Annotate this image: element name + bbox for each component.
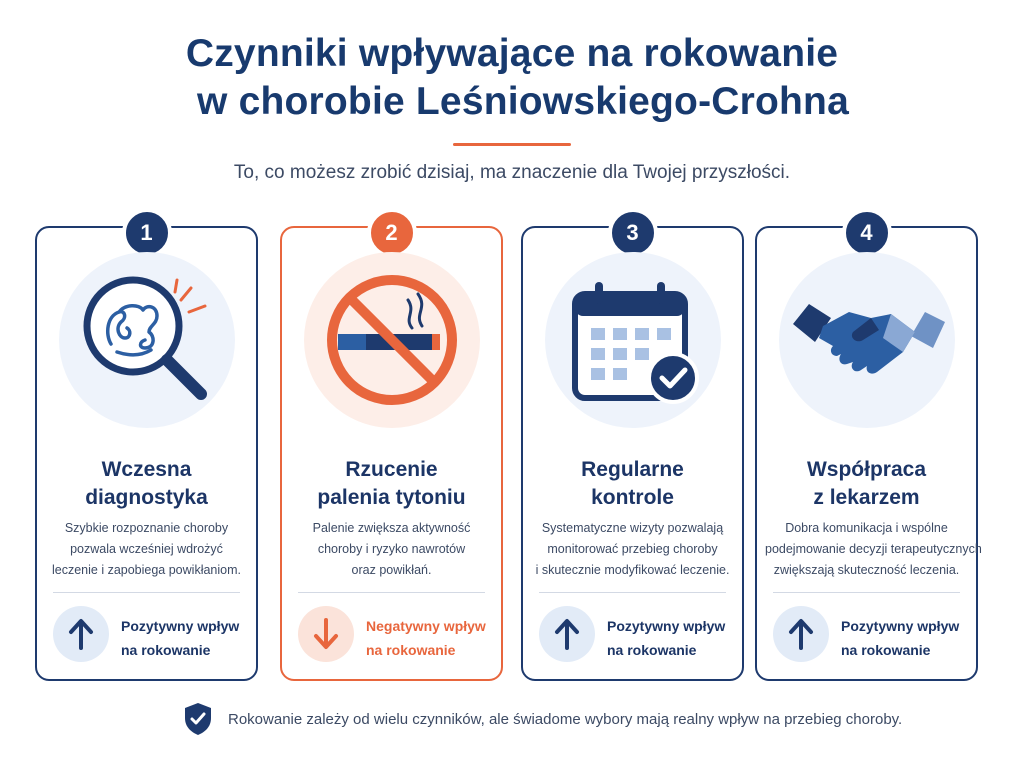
card-description: Palenie zwiększa aktywność choroby i ryzyko nawrotów oraz powikłań. [312,521,471,577]
card-description: Szybkie rozpoznanie choroby pozwala wcześniej wdrożyć leczenie i zapobiega powikłaniom. [51,521,241,577]
card-illustration [59,252,235,428]
title-line-2: w chorobie Leśniowskiego-Crohna [197,80,849,123]
impact-indicator [773,606,963,666]
card-early-diagnosis [35,220,258,681]
card-title: Rzucenie palenia tytoniu [317,458,466,509]
impact-indicator [539,606,729,666]
card-number-badge: 3 [608,208,658,258]
card-doctor-cooperation [755,220,982,681]
arrow-up-icon [53,606,109,662]
card-description: Dobra komunikacja i wspólne podejmowanie decyzji terapeutycznych zwiększają skuteczność leczenia. [765,521,982,577]
arrow-up-icon [539,606,595,662]
card-illustration [304,252,480,428]
impact-label: Pozytywny wpływ na rokowanie [121,618,240,658]
card-quit-smoking [280,220,503,681]
card-regular-checkups [521,220,744,681]
page-title [0,30,1024,126]
footer-text: Rokowanie zależy od wielu czynników, ale świadome wybory mają realny wpływ na przebieg choroby. [228,711,903,728]
impact-label: Pozytywny wpływ na rokowanie [607,618,726,658]
card-divider [539,592,726,593]
arrow-down-icon [298,606,354,662]
card-title: Regularne kontrole [581,458,684,509]
subtitle: To, co możesz zrobić dzisiaj, ma znaczenie dla Twojej przyszłości. [233,162,791,183]
card-divider [773,592,960,593]
card-divider [298,592,485,593]
footer-note [0,702,1024,736]
card-title: Wczesna diagnostyka [85,458,208,509]
handshake-icon [779,252,955,428]
card-illustration [779,252,955,428]
impact-label: Negatywny wpływ na rokowanie [366,618,486,658]
title-line-1: Czynniki wpływające na rokowanie [185,32,839,75]
card-title: Współpraca z lekarzem [806,458,927,509]
card-description: Systematyczne wizyty pozwalają monitorować przebieg choroby i skutecznie modyfikować leczenie. [535,521,730,577]
title-accent-line [453,143,571,146]
shield-check-icon [183,702,213,736]
card-number-badge: 1 [122,208,172,258]
card-number-badge: 4 [842,208,892,258]
impact-icon-circle [773,606,829,662]
impact-icon-circle [539,606,595,662]
arrow-up-icon [773,606,829,662]
impact-indicator [53,606,243,666]
impact-icon-circle [298,606,354,662]
card-number-badge: 2 [367,208,417,258]
magnifier-intestine-icon [59,252,235,428]
impact-indicator [298,606,488,666]
calendar-check-icon [545,252,721,428]
card-divider [53,592,240,593]
no-smoking-icon [304,252,480,428]
impact-icon-circle [53,606,109,662]
impact-label: Pozytywny wpływ na rokowanie [841,618,960,658]
card-illustration [545,252,721,428]
